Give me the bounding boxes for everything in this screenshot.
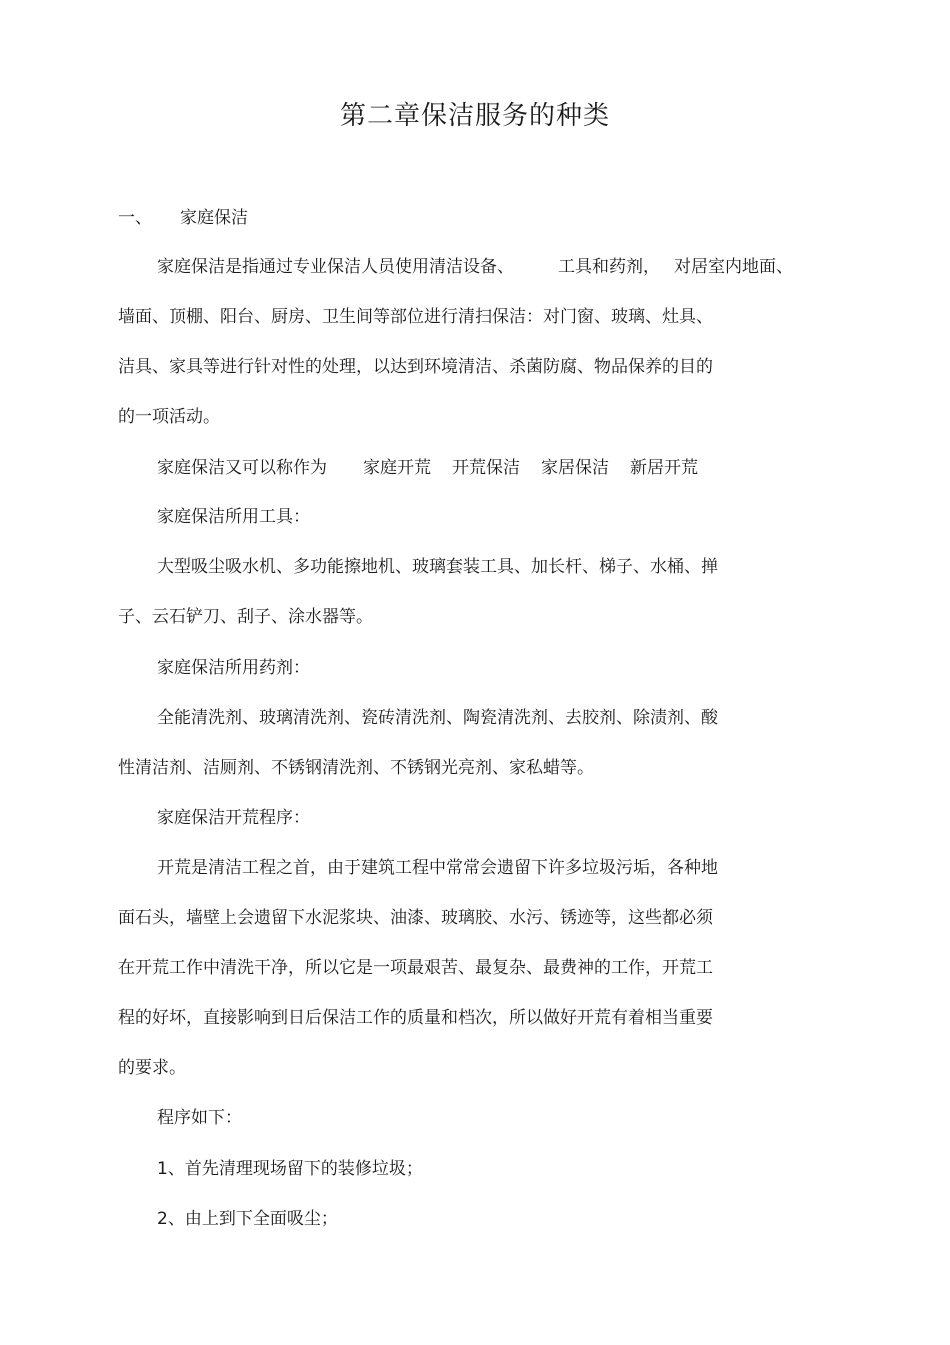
alias-item: 开荒保洁 xyxy=(452,458,520,478)
paragraph-line: 墙面、顶棚、阳台、厨房、卫生间等部位进行清扫保洁：对门窗、玻璃、灶具、 xyxy=(118,307,713,327)
section-title: 家庭保洁 xyxy=(180,208,248,228)
section-number: 一、 xyxy=(118,208,152,228)
agents-heading: 家庭保洁所用药剂： xyxy=(157,658,310,678)
list-item: 2、由上到下全面吸尘； xyxy=(157,1209,338,1229)
alias-item: 家庭开荒 xyxy=(363,458,431,478)
steps-heading: 程序如下： xyxy=(157,1108,242,1128)
paragraph-line: 子、云石铲刀、刮子、涂水器等。 xyxy=(118,607,373,627)
page-title: 第二章保洁服务的种类 xyxy=(339,101,610,131)
text-segment: 家庭保洁是指通过专业保洁人员使用清洁设备、 xyxy=(157,257,514,277)
paragraph-line: 全能清洗剂、玻璃清洗剂、瓷砖清洗剂、陶瓷清洗剂、去胶剂、除渍剂、酸 xyxy=(157,708,718,728)
paragraph-line: 性清洁剂、洁厕剂、不锈钢清洗剂、不锈钢光亮剂、家私蜡等。 xyxy=(118,758,594,778)
paragraph-line xyxy=(157,255,793,279)
text-segment: 工具和药剂， xyxy=(558,257,660,277)
alias-item: 家居保洁 xyxy=(541,458,609,478)
tools-heading: 家庭保洁所用工具： xyxy=(157,507,310,527)
paragraph-line: 的一项活动。 xyxy=(118,407,220,427)
list-item: 1、首先清理现场留下的装修垃圾； xyxy=(157,1159,423,1179)
paragraph-line: 的要求。 xyxy=(118,1058,186,1078)
text-segment: 对居室内地面、 xyxy=(674,257,793,277)
procedure-heading: 家庭保洁开荒程序： xyxy=(157,808,310,828)
alias-item: 新居开荒 xyxy=(630,458,698,478)
paragraph-line: 开荒是清洁工程之首，由于建筑工程中常常会遗留下许多垃圾污垢，各种地 xyxy=(157,858,718,878)
paragraph-line: 在开荒工作中清洗干净，所以它是一项最艰苦、最复杂、最费神的工作，开荒工 xyxy=(118,958,713,978)
paragraph-line: 洁具、家具等进行针对性的处理，以达到环境清洁、杀菌防腐、物品保养的目的 xyxy=(118,357,713,377)
paragraph-line: 大型吸尘吸水机、多功能擦地机、玻璃套装工具、加长杆、梯子、水桶、掸 xyxy=(157,557,718,577)
aliases-lead: 家庭保洁又可以称作为 xyxy=(157,458,327,478)
aliases-line xyxy=(157,456,698,480)
paragraph-line: 面石头，墙壁上会遗留下水泥浆块、油漆、玻璃胶、水污、锈迹等，这些都必须 xyxy=(118,908,713,928)
paragraph-line: 程的好坏，直接影响到日后保洁工作的质量和档次，所以做好开荒有着相当重要 xyxy=(118,1008,713,1028)
section-heading xyxy=(118,206,248,230)
